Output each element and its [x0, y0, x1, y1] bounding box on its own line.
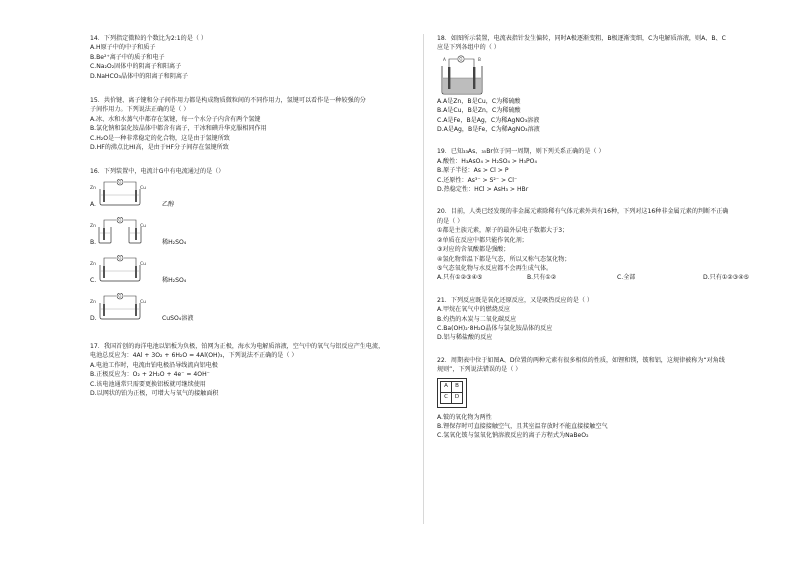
- option-c: C.全部: [617, 274, 636, 282]
- question-stem-line: 15．共价键、离子键和分子间作用力都是构成物质微粒间的不同作用力，氢键可以看作是一种较强的分: [90, 97, 366, 105]
- question-stem-line: 的是（ ）: [437, 217, 464, 225]
- statement-item: ③对应的含氧酸都是强酸；: [437, 246, 510, 254]
- question-18: [437, 34, 789, 134]
- question-stem: 14．下列指定微粒的个数比为2:1的是（ ）: [90, 35, 207, 42]
- svg-text:G: G: [459, 56, 463, 62]
- left-column: [90, 34, 442, 398]
- question-15: [90, 96, 442, 152]
- circuit-option-d: [90, 291, 442, 329]
- option-c: C.该电池通常只需要更换铝板就可继续使用: [90, 380, 206, 388]
- question-stem-line: 子间作用力。下列说法正确的是（ ）: [90, 106, 190, 114]
- option-d: D.以网状的铂为正极，可增大与氧气的接触面积: [90, 389, 219, 397]
- option-a: A.电池工作时，电流由铂电极沿导线流向铝电极: [90, 361, 218, 369]
- option-c: C.H₂O是一种非常稳定的化合物，这是由于氢键所致: [90, 134, 230, 142]
- option-label: B.: [90, 238, 97, 246]
- option-d: D.铝与稀盐酸的反应: [437, 334, 493, 342]
- electrode-label: Zn: [90, 223, 96, 229]
- option-a: A.A是Zn，B是Cu，C为稀硫酸: [437, 97, 521, 105]
- option-a: A.酸性：H₃AsO₄ > H₂SO₄ > H₃PO₄: [437, 157, 537, 165]
- question-21: [437, 296, 789, 343]
- right-column: [437, 34, 789, 441]
- option-d: D.HF的沸点比HI高，是由于HF分子间存在氢键所致: [90, 144, 229, 152]
- solution-label: 稀H₂SO₄: [162, 276, 187, 284]
- statement-item: ⑤气态氧化物与水反应都不会再生成气体。: [437, 264, 553, 272]
- question-stem-line: 规则”，下列说法错误的是（ ）: [437, 366, 522, 374]
- option-label: C.: [90, 276, 97, 284]
- question-stem-line: 22．周期表中位于如图A、D位置的两种元素有很多相似的性质，如锂和镁，铍和铝，这规律被称为“对角线: [437, 356, 725, 364]
- option-c: C.Ba(OH)₂·8H₂O晶体与氯化铵晶体的反应: [437, 324, 553, 332]
- option-label: D.: [90, 314, 97, 322]
- svg-text:G: G: [118, 255, 122, 261]
- galvanic-cell-diagram: [90, 217, 150, 245]
- periodic-grid-figure: [437, 375, 789, 413]
- statement-item: ①都是主族元素，原子的最外层电子数都大于3；: [437, 227, 569, 235]
- question-16: [90, 167, 442, 328]
- question-19: [437, 147, 789, 194]
- statement-item: ②单质在反应中都只能作氧化剂；: [437, 236, 528, 244]
- circuit-option-a: [90, 177, 442, 215]
- option-c: C.氢氧化铍与氢氧化钠溶液反应的离子方程式为NaBeO₂: [437, 432, 589, 440]
- option-a: A.甲烷在氧气中的燃烧反应: [437, 306, 511, 314]
- option-d: D.只有①②③④⑤: [703, 274, 750, 282]
- question-stem-line: 20．目前，人类已经发现的非金属元素除稀有气体元素外共有16种，下列对这16种非金属元素的判断不正确: [437, 208, 729, 216]
- electrode-label: Zn: [90, 261, 96, 267]
- svg-text:A: A: [443, 56, 446, 62]
- question-stem-line: 应是下列各组中的（ ）: [437, 44, 500, 52]
- electrode-label: Zn: [90, 299, 96, 305]
- galvanic-cell-diagram: [90, 179, 150, 207]
- question-stem-line: 18．如图所示装置，电流表指针发生偏转，同时A极逐渐变粗，B极逐渐变细，C为电解质溶液，则A、B、C: [437, 35, 726, 42]
- circuit-option-b: [90, 215, 442, 253]
- circuit-option-c: [90, 253, 442, 291]
- electrode-label: Cu: [140, 261, 146, 267]
- svg-text:B: B: [478, 56, 481, 62]
- option-b: B.氯化钠和氯化铵晶体中都含有离子，干冰和碘升华克服相同作用: [90, 125, 267, 133]
- periodic-grid: [440, 381, 463, 404]
- grid-cell: A: [441, 381, 452, 392]
- question-stem: 19．已知₃₃As、₃₅Br位于同一周期，则下列关系正确的是（ ）: [437, 148, 605, 156]
- option-a: A.只有①②③④⑤: [437, 274, 483, 282]
- electrode-label: Zn: [90, 185, 96, 191]
- ammeter-cell-figure: [437, 53, 789, 97]
- option-b: B.灼热的木炭与二氧化碳反应: [437, 315, 517, 323]
- svg-text:G: G: [118, 179, 122, 185]
- solution-label: 乙醇: [162, 200, 175, 208]
- statement-item: ④氢化物常温下都是气态，所以又称气态氢化物；: [437, 255, 571, 263]
- electrode-label: Cu: [140, 223, 146, 229]
- galvanic-cell-diagram: [90, 255, 150, 283]
- option-b: B.锂保存时可直接接触空气，且其室温存放时不能直接接触空气: [437, 422, 608, 430]
- option-c: C.Na₂O₂固体中的阴离子和阳离子: [90, 63, 182, 71]
- electrode-label: Cu: [140, 185, 146, 191]
- option-b: B.正极反应为：O₂ + 2H₂O + 4e⁻ = 4OH⁻: [90, 371, 210, 379]
- electrode-label: Cu: [140, 299, 146, 305]
- solution-label: 稀H₂SO₄: [162, 238, 187, 246]
- option-c: C.A是Fe，B是Ag，C为稀AgNO₃溶液: [437, 116, 540, 124]
- electrolytic-cell-diagram: [437, 54, 487, 96]
- question-14: [90, 34, 442, 81]
- option-a: A.冰、水和水蒸气中都存在氢键，每一个水分子内含有两个氢键: [90, 115, 261, 123]
- question-17: [90, 342, 442, 398]
- option-b: B.只有①②: [527, 274, 557, 282]
- option-c: C.还原性：As³⁻ > S²⁻ > Cl⁻: [437, 176, 518, 184]
- question-stem: 16．下列装置中，电流计G中有电流通过的是（）: [90, 168, 225, 176]
- option-d: D.NaHCO₃晶体中的阳离子和阴离子: [90, 72, 189, 80]
- svg-text:G: G: [118, 217, 122, 223]
- option-a: A.H原子中的中子和质子: [90, 44, 156, 52]
- question-stem-line: 17．我国首创的海洋电池以铝板为负极，铂网为正极，海水为电解质溶液，空气中的氧气与铝反应产生电流，: [90, 342, 385, 350]
- option-b: B.A是Cu，B是Zn，C为稀硫酸: [437, 107, 521, 115]
- svg-text:G: G: [118, 293, 122, 299]
- question-22: [437, 356, 789, 441]
- grid-cell: B: [452, 381, 463, 392]
- option-a: A.铍的氧化物为两性: [437, 413, 492, 421]
- option-d: D.热稳定性：HCl > AsH₃ > HBr: [437, 186, 529, 194]
- option-b: B.原子半径：As > Cl > P: [437, 167, 509, 175]
- solution-label: CuSO₄溶液: [162, 314, 194, 322]
- galvanic-cell-diagram: [90, 293, 150, 321]
- option-label: A.: [90, 200, 96, 208]
- option-d: D.A是Ag，B是Fe，C为稀AgNO₃溶液: [437, 126, 540, 134]
- question-stem: 21．下列反应既是氧化还原反应，又是吸热反应的是（ ）: [437, 296, 593, 304]
- question-20: [437, 207, 789, 282]
- option-b: B.Be²⁺离子中的质子和电子: [90, 53, 165, 61]
- question-stem-line: 电池总反应为：4Al + 3O₂ + 6H₂O = 4Al(OH)₃，下列说法不正确的是（ ）: [90, 352, 298, 360]
- option-row: [437, 273, 789, 282]
- grid-cell: C: [441, 392, 452, 403]
- grid-cell: D: [452, 392, 463, 403]
